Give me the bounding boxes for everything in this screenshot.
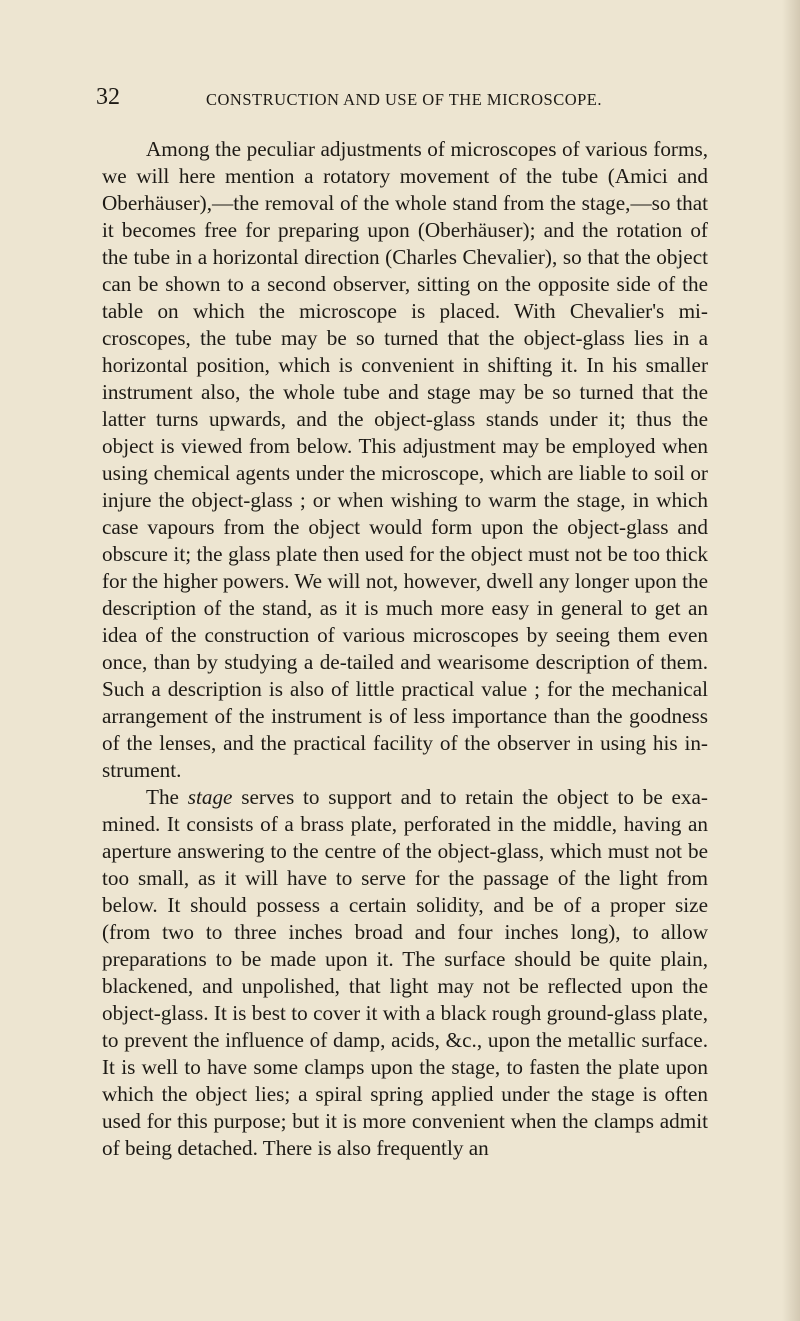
stage-term: stage bbox=[187, 785, 233, 809]
paragraph-2-lead: The bbox=[146, 785, 188, 809]
page-number: 32 bbox=[96, 84, 120, 110]
body-text bbox=[102, 136, 708, 1162]
paragraph-2-text: serves to support and to retain the object to be exa-mined. It consists of a brass plate, perforated in the middle, having an aperture answering to the centre of the object-glass, which must not be too small, as it will have to serve for the passage of the light from below. It should possess a certain solidity, and be of a proper size (from two to three inches broad and four inches long), to allow preparations to be made upon it. The surface should be quite plain, blackened, and unpolished, that light may not be reflected upon the object-glass. It is best to cover it with a black rough ground-glass plate, to prevent the influence of damp, acids, &c., upon the metallic surface. It is well to have some clamps upon the stage, to fasten the plate upon which the object lies; a spiral spring applied under the stage is often used for this purpose; but it is more convenient when the clamps admit of being detached. There is also frequently an bbox=[102, 785, 708, 1160]
page-header bbox=[96, 84, 716, 122]
paragraph-1: Among the peculiar adjustments of microscopes of various forms, we will here mention a rotatory movement of the tube (Amici and Oberhäuser),—the removal of the whole stand from the stage,—so that it becomes free for preparing upon (Oberhäuser); and the rotation of the tube in a horizontal direction (Charles Chevalier), so that the object can be shown to a second observer, sitting on the opposite side of the table on which the microscope is placed. With Chevalier's mi-croscopes, the tube may be so turned that the object-glass lies in a horizontal position, which is convenient in shifting it. In his smaller instrument also, the whole tube and stage may be so turned that the latter turns upwards, and the object-glass stands under it; thus the object is viewed from below. This adjustment may be employed when using chemical agents under the microscope, which are liable to soil or injure the object-glass ; or when wishing to warm the stage, in which case vapours from the object would form upon the object-glass and obscure it; the glass plate then used for the object must not be too thick for the higher powers. We will not, however, dwell any longer upon the description of the stand, as it is much more easy in general to get an idea of the construction of various microscopes by seeing them even once, than by studying a de-tailed and wearisome description of them. Such a description is also of little practical value ; for the mechanical arrangement of the instrument is of less importance than the goodness of the lenses, and the practical facility of the observer in using his in-strument. bbox=[102, 137, 708, 782]
running-title: CONSTRUCTION AND USE OF THE MICROSCOPE. bbox=[206, 90, 602, 109]
page-edge-shadow bbox=[782, 0, 800, 1321]
paragraph-2 bbox=[102, 784, 708, 1162]
